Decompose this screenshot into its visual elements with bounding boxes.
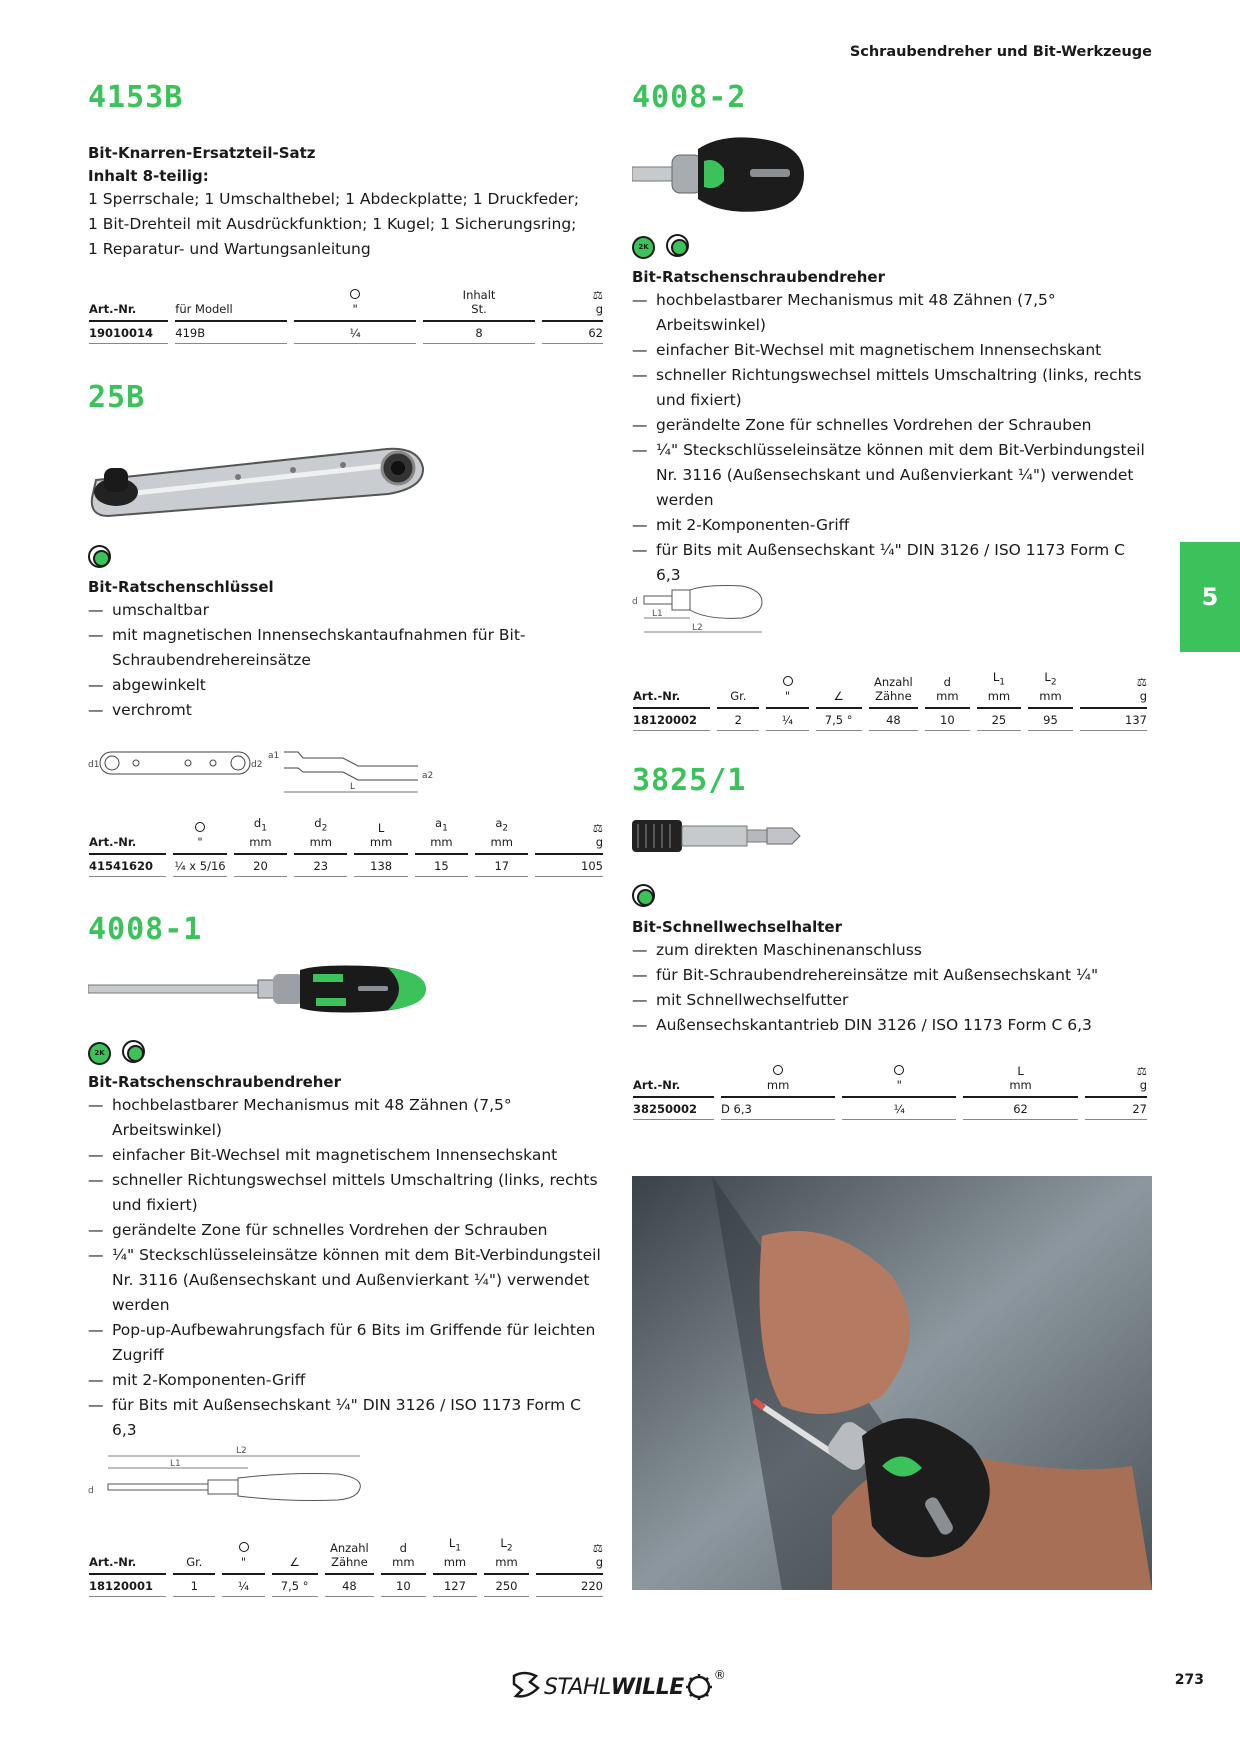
hex-drive-icon — [666, 234, 689, 257]
dimension-drawing-4008-1 — [88, 1444, 368, 1518]
product-block-3825-1 — [632, 918, 1152, 1038]
feature-item: — hochbelastbarer Mechanismus mit 48 Zähnen (7,5° Arbeitswinkel) — [632, 288, 1152, 338]
feature-item: — mit 2-Komponenten-Griff — [632, 513, 1152, 538]
feature-item: — abgewinkelt — [88, 673, 608, 698]
feature-item: — schneller Richtungswechsel mittels Umschaltring (links, rechts und fixiert) — [632, 363, 1152, 413]
product-image-25b — [88, 430, 428, 526]
product-block-4008-1 — [88, 1073, 608, 1443]
hex-socket-icon — [783, 676, 793, 686]
feature-item: — schneller Richtungswechsel mittels Umschaltring (links, rechts und fixiert) — [88, 1168, 608, 1218]
product-content-line: 1 Bit-Drehteil mit Ausdrückfunktion; 1 Kugel; 1 Sicherungsring; — [88, 215, 577, 233]
logo-mark-icon — [510, 1668, 544, 1706]
product-name: Bit-Ratschenschlüssel — [88, 578, 274, 596]
spec-table-25b: Art.-Nr. " $d_1$ mm $d_2$ mm L mm $a_1$ mm $a_2$ mm ⚖ g 41541620 ¼ x 5/16 20 23 138 15 17 105 — [82, 816, 610, 877]
hex-drive-icon — [122, 1040, 145, 1063]
feature-item: — zum direkten Maschinenanschluss — [632, 938, 1152, 963]
table-row: 19010014 419B ¼ 8 62 — [89, 322, 603, 344]
hex-socket-icon — [239, 1542, 249, 1552]
dimension-drawing-4008-2 — [632, 580, 772, 646]
feature-item: — hochbelastbarer Mechanismus mit 48 Zähnen (7,5° Arbeitswinkel) — [88, 1093, 608, 1143]
feature-item: — umschaltbar — [88, 598, 608, 623]
col-inch: " — [294, 288, 416, 322]
logo-text-wille: WILLE — [610, 1674, 684, 1700]
page-number: 273 — [1174, 1672, 1204, 1688]
spec-table-4153b — [82, 288, 610, 344]
svg-text:a1: a1 — [268, 751, 280, 761]
hex-socket-icon — [894, 1065, 904, 1075]
product-photo — [632, 1176, 1152, 1590]
product-image-3825-1 — [632, 816, 802, 860]
hex-socket-icon — [195, 822, 205, 832]
brand-logo — [510, 1668, 725, 1706]
svg-text:d: d — [88, 1486, 94, 1496]
logo-registered: ® — [713, 1668, 726, 1682]
feature-item: — mit magnetischen Innensechskantaufnahmen für Bit-Schraubendrehereinsätze — [88, 623, 608, 673]
weight-icon: ⚖ — [592, 288, 603, 302]
col-weight: ⚖ g — [542, 288, 603, 322]
spec-table-4008-1: Art.-Nr. Gr. " ∠ Anzahl Zähne d mm $L_1$ mm $L_2$ mm ⚖ g 18120001 1 ¼ 7,5 ° 48 10 127 250 220 — [82, 1536, 610, 1597]
hex-socket-icon — [773, 1065, 783, 1075]
hex-socket-icon — [350, 289, 360, 299]
feature-item: — ¼" Steckschlüsseleinsätze können mit dem Bit-Verbindungsteil Nr. 3116 (Außensechskant und Außenvierkant ¼") verwendet werden — [632, 438, 1152, 513]
col-inhalt: Inhalt St. — [423, 288, 535, 322]
feature-item: — einfacher Bit-Wechsel mit magnetischem Innensechskant — [88, 1143, 608, 1168]
product-code-4008-2: 4008-2 — [632, 80, 747, 115]
col-modell: für Modell — [175, 288, 287, 322]
product-name: Bit-Ratschenschraubendreher — [632, 268, 886, 286]
svg-text:d2: d2 — [251, 760, 263, 770]
svg-text:L1: L1 — [652, 609, 663, 619]
feature-item: — für Bit-Schraubendrehereinsätze mit Außensechskant ¼" — [632, 963, 1152, 988]
svg-text:L1: L1 — [170, 1459, 181, 1469]
svg-text:d1: d1 — [88, 760, 100, 770]
hex-drive-icon — [632, 884, 655, 907]
table-row: 38250002 D 6,3 ¼ 62 27 — [633, 1098, 1147, 1120]
svg-text:a2: a2 — [422, 771, 434, 781]
dimension-drawing-25b — [88, 738, 448, 804]
feature-item: — gerändelte Zone für schnelles Vordrehen der Schrauben — [632, 413, 1152, 438]
product-subtitle: Inhalt 8-teilig: — [88, 167, 209, 185]
2k-grip-icon: 2K — [88, 1042, 111, 1065]
product-name: Bit-Ratschenschraubendreher — [88, 1073, 342, 1091]
angle-icon: ∠ — [833, 689, 844, 704]
table-row: 18120001 1 ¼ 7,5 ° 48 10 127 250 220 — [89, 1575, 603, 1597]
feature-item: — ¼" Steckschlüsseleinsätze können mit dem Bit-Verbindungsteil Nr. 3116 (Außensechskant und Außenvierkant ¼") verwendet werden — [88, 1243, 608, 1318]
col-art: Art.-Nr. — [89, 288, 168, 322]
2k-grip-icon: 2K — [632, 236, 655, 259]
table-row: 18120002 2 ¼ 7,5 ° 48 10 25 95 137 — [633, 709, 1147, 731]
product-block-4008-2 — [632, 268, 1152, 588]
svg-text:L2: L2 — [692, 623, 703, 633]
feature-item: — mit 2-Komponenten-Griff — [88, 1368, 608, 1393]
chapter-tab[interactable]: 5 — [1180, 542, 1240, 652]
angle-icon: ∠ — [289, 1555, 300, 1570]
feature-item: — verchromt — [88, 698, 608, 723]
feature-item: — gerändelte Zone für schnelles Vordrehen der Schrauben — [88, 1218, 608, 1243]
product-block-25b — [88, 578, 608, 723]
product-content-line: 1 Sperrschale; 1 Umschalthebel; 1 Abdeckplatte; 1 Druckfeder; — [88, 190, 580, 208]
weight-icon: ⚖ — [1136, 1064, 1147, 1078]
feature-item: — für Bits mit Außensechskant ¼" DIN 3126 / ISO 1173 Form C 6,3 — [88, 1393, 608, 1443]
logo-text-stahl: STAHL — [544, 1674, 611, 1700]
feature-item: — einfacher Bit-Wechsel mit magnetischem Innensechskant — [632, 338, 1152, 363]
product-content-line: 1 Reparatur- und Wartungsanleitung — [88, 240, 371, 258]
logo-gear-icon — [684, 1672, 714, 1702]
weight-icon: ⚖ — [1136, 675, 1147, 690]
svg-text:L2: L2 — [236, 1446, 247, 1456]
svg-text:L: L — [350, 782, 356, 792]
spec-table-3825-1: Art.-Nr. mm " L mm ⚖ g 38250002 D 6,3 ¼ 62 27 — [626, 1064, 1154, 1120]
product-block-4153b — [88, 144, 608, 262]
product-code-25b: 25B — [88, 380, 146, 415]
weight-icon: ⚖ — [592, 821, 603, 836]
product-image-4008-2 — [632, 135, 812, 219]
svg-text:d: d — [632, 597, 638, 607]
feature-item: — mit Schnellwechselfutter — [632, 988, 1152, 1013]
spec-table-4008-2: Art.-Nr. Gr. " ∠ Anzahl Zähne d mm $L_1$ mm $L_2$ mm ⚖ g 18120002 2 ¼ 7,5 ° 48 10 25 95 137 — [626, 670, 1154, 731]
hex-drive-icon — [88, 545, 111, 568]
weight-icon: ⚖ — [592, 1541, 603, 1556]
product-code-4153b: 4153B — [88, 80, 184, 115]
feature-item: — Außensechskantantrieb DIN 3126 / ISO 1173 Form C 6,3 — [632, 1013, 1152, 1038]
product-name: Bit-Knarren-Ersatzteil-Satz — [88, 144, 316, 162]
product-code-4008-1: 4008-1 — [88, 912, 203, 947]
section-title: Schraubendreher und Bit-Werkzeuge — [849, 44, 1152, 60]
product-name: Bit-Schnellwechselhalter — [632, 918, 843, 936]
product-image-4008-1 — [88, 960, 428, 1022]
product-code-3825-1: 3825/1 — [632, 763, 747, 798]
table-row: 41541620 ¼ x 5/16 20 23 138 15 17 105 — [89, 855, 603, 877]
feature-item: — für Bits mit Außensechskant ¼" DIN 3126 / ISO 1173 Form C 6,3 — [632, 538, 1152, 588]
feature-item: — Pop-up-Aufbewahrungsfach für 6 Bits im Griffende für leichten Zugriff — [88, 1318, 608, 1368]
